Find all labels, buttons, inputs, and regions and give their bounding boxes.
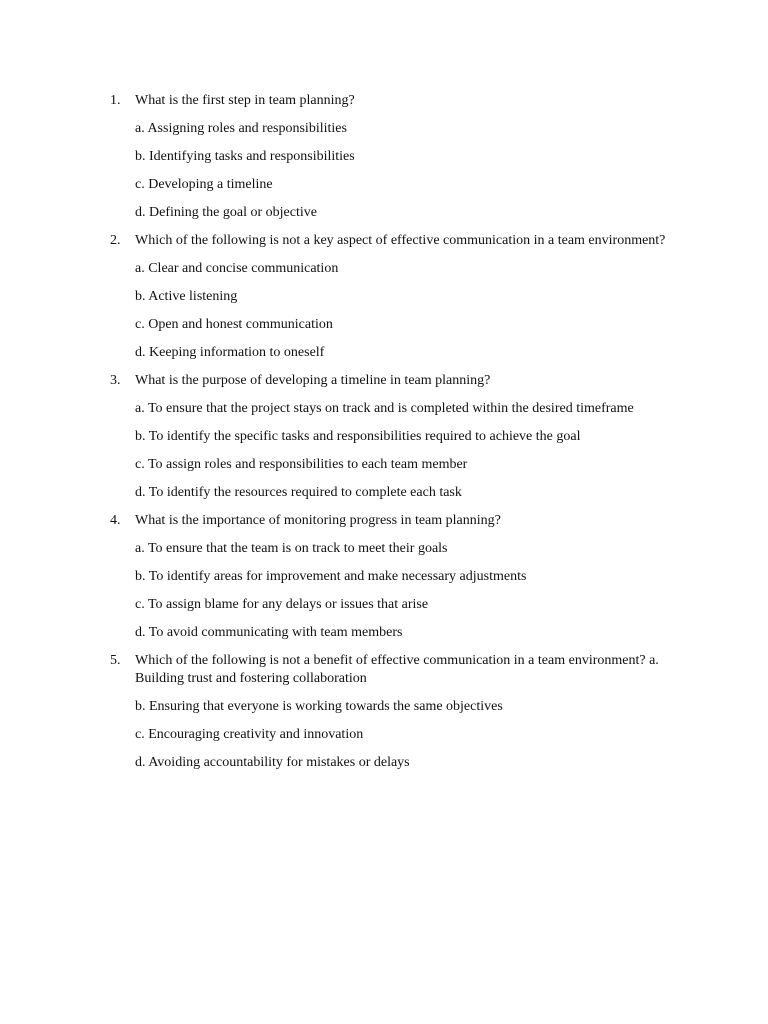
question-number: 1. [110,93,121,108]
question-text: What is the purpose of developing a timeline in team planning? [135,373,491,388]
question-text: Which of the following is not a benefit of effective communication in a team environment? a. Building trust and fostering collaboration [135,653,659,686]
answer-option: c. To assign blame for any delays or issues that arise [135,597,429,612]
question-number: 5. [110,653,121,668]
answer-option: d. Keeping information to oneself [135,345,325,360]
answer-option: a. Assigning roles and responsibilities [135,121,347,136]
question-number: 4. [110,513,121,528]
answer-option: d. Avoiding accountability for mistakes or delays [135,755,410,770]
quiz-list [110,92,670,782]
question-item [110,232,670,362]
answer-option: b. To identify the specific tasks and responsibilities required to achieve the goal [135,429,581,444]
answer-options [135,698,670,772]
answer-option: d. To avoid communicating with team members [135,625,403,640]
answer-option: a. To ensure that the project stays on track and is completed within the desired timeframe [135,401,634,416]
answer-option: c. Developing a timeline [135,177,273,192]
answer-option: d. Defining the goal or objective [135,205,317,220]
answer-options [135,540,670,642]
answer-option: c. To assign roles and responsibilities to each team member [135,457,468,472]
answer-option: b. Ensuring that everyone is working towards the same objectives [135,699,503,714]
question-item [110,92,670,222]
answer-option: c. Encouraging creativity and innovation [135,727,364,742]
answer-option: a. To ensure that the team is on track to meet their goals [135,541,448,556]
answer-option: c. Open and honest communication [135,317,333,332]
question-item [110,512,670,642]
question-number: 3. [110,373,121,388]
answer-option: b. Active listening [135,289,238,304]
question-text: What is the importance of monitoring progress in team planning? [135,513,501,528]
question-text: What is the first step in team planning? [135,93,355,108]
answer-option: b. Identifying tasks and responsibilities [135,149,355,164]
question-number: 2. [110,233,121,248]
answer-options [135,120,670,222]
question-item [110,652,670,772]
answer-option: d. To identify the resources required to complete each task [135,485,462,500]
question-item [110,372,670,502]
answer-option: b. To identify areas for improvement and make necessary adjustments [135,569,527,584]
answer-options [135,400,670,502]
question-text: Which of the following is not a key aspect of effective communication in a team environment? [135,233,666,248]
answer-options [135,260,670,362]
answer-option: a. Clear and concise communication [135,261,339,276]
